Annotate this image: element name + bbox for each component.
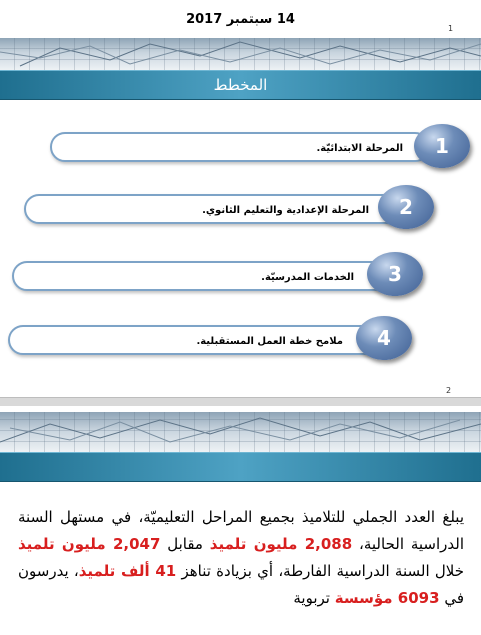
highlight-institutions: 6093 مؤسسة (334, 589, 440, 607)
paragraph-text-5: تربوية (293, 589, 335, 607)
agenda-number-3-bubble: 3 (367, 252, 423, 296)
agenda-item-1-label: المرحلة الابتدائيّة. (316, 143, 403, 154)
title-band-2 (0, 452, 481, 482)
slide-separator (0, 397, 481, 406)
map-banner-2 (0, 412, 481, 452)
highlight-previous-pupils: 2,047 مليون تلميذ (18, 535, 161, 553)
highlight-current-pupils: 2,088 مليون تلميذ (209, 535, 353, 553)
agenda-item-3-label: الخدمات المدرسيّة. (261, 272, 354, 283)
paragraph-text-3: خلال السنة الدراسية الفارطة، أي بزيادة تناهز (176, 562, 464, 580)
slide-number-bottom: 2 (446, 386, 452, 395)
slide-number-top: 1 (448, 24, 454, 33)
agenda-number-4-bubble: 4 (356, 316, 412, 360)
agenda-number-1-bubble: 1 (414, 124, 470, 168)
map-lines-decoration-2 (0, 412, 481, 452)
paragraph-text-2: مقابل (160, 535, 210, 553)
map-banner (0, 38, 481, 70)
agenda-number-2-bubble: 2 (378, 185, 434, 229)
agenda-item-4-label: ملامح خطة العمل المستقبلية. (196, 336, 343, 347)
slide-date: 14 سبتمبر 2017 (186, 12, 295, 27)
highlight-increase: 41 ألف تلميذ (78, 562, 177, 580)
agenda-item-2-label: المرحلة الإعدادية والتعليم الثانوي. (202, 205, 369, 216)
slide-title: المخطط (213, 76, 268, 94)
enrollment-paragraph (18, 504, 464, 612)
map-lines-decoration (0, 38, 481, 70)
paragraph-text-4: ، يدرسون في (18, 562, 464, 607)
paragraph-text-1: يبلغ العدد الجملي للتلاميذ بجميع المراحل التعليميّة، في مستهل السنة الدراسية الحالية، (18, 508, 464, 553)
